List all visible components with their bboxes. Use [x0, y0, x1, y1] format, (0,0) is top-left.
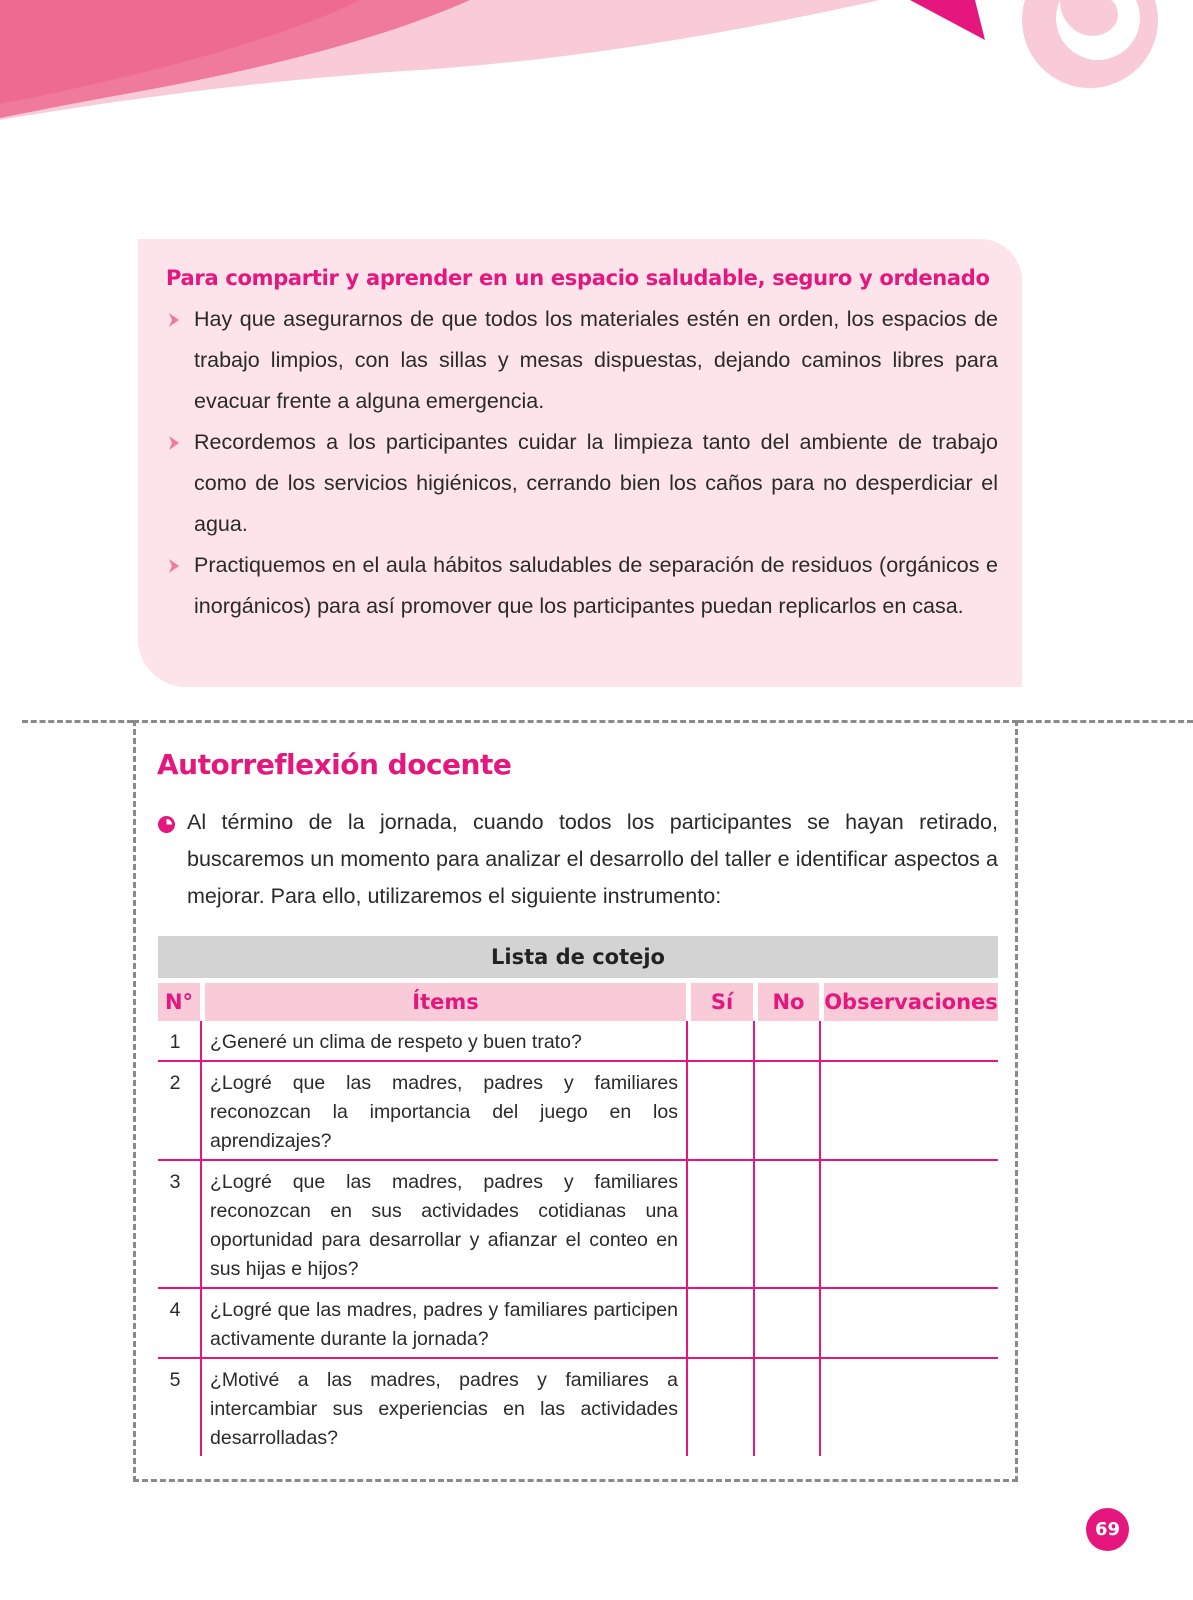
tips-box	[138, 239, 1022, 687]
header-no: No	[753, 983, 819, 1021]
no-cell[interactable]	[753, 1359, 819, 1456]
row-number: 5	[169, 1369, 181, 1391]
row-item: ¿Motivé a las madres, padres y familiares a intercambiar sus experiencias en las actividades desarrolladas?	[200, 1359, 686, 1456]
header-yes: Sí	[686, 983, 753, 1021]
dashed-divider-right	[1018, 720, 1193, 723]
section-title: Autorreflexión docente	[157, 748, 512, 781]
checklist-table	[158, 936, 998, 1456]
row-item: ¿Generé un clima de respeto y buen trato?	[200, 1021, 686, 1062]
chevron-right-icon	[168, 312, 180, 328]
observations-cell[interactable]	[819, 1021, 998, 1062]
tips-title: Para compartir y aprender en un espacio saludable, seguro y ordenado	[166, 266, 990, 290]
circle-bullet-icon	[158, 816, 175, 833]
tip-text: Recordemos a los participantes cuidar la limpieza tanto del ambiente de trabajo como de los servicios higiénicos, cerrando bien los caños para no desperdiciar el agua.	[194, 430, 998, 536]
table-row	[158, 1289, 998, 1359]
page-number: 69	[1086, 1508, 1129, 1551]
chevron-right-icon	[168, 558, 180, 574]
row-item: ¿Logré que las madres, padres y familiares participen activamente durante la jornada?	[200, 1289, 686, 1359]
checklist-caption: Lista de cotejo	[158, 936, 998, 983]
table-row	[158, 1021, 998, 1062]
no-cell[interactable]	[753, 1161, 819, 1289]
table-row	[158, 1161, 998, 1289]
observations-cell[interactable]	[819, 1289, 998, 1359]
no-cell[interactable]	[753, 1021, 819, 1062]
row-number: 2	[158, 1062, 200, 1161]
tip-item	[166, 422, 998, 545]
row-item: ¿Logré que las madres, padres y familiares reconozcan la importancia del juego en los aprendizajes?	[200, 1062, 686, 1161]
row-item: ¿Logré que las madres, padres y familiares reconozcan en sus actividades cotidianas una oportunidad para desarrollar y afianzar el conteo en sus hijas e hijos?	[200, 1161, 686, 1289]
table-row	[158, 1062, 998, 1161]
header-wave-decoration	[0, 0, 1193, 150]
header-number: N°	[158, 983, 200, 1021]
row-number: 4	[158, 1289, 200, 1359]
tips-list	[166, 299, 998, 627]
dashed-divider-left	[22, 720, 133, 723]
observations-cell[interactable]	[819, 1161, 998, 1289]
tip-text: Hay que asegurarnos de que todos los materiales estén en orden, los espacios de trabajo limpios, con las sillas y mesas dispuestas, dejando caminos libres para evacuar frente a alguna emergencia.	[194, 307, 998, 413]
row-number: 1	[158, 1021, 200, 1062]
observations-cell[interactable]	[819, 1062, 998, 1161]
no-cell[interactable]	[753, 1062, 819, 1161]
intro-paragraph	[158, 804, 998, 915]
header-items: Ítems	[200, 983, 686, 1021]
no-cell[interactable]	[753, 1289, 819, 1359]
yes-cell[interactable]	[686, 1062, 753, 1161]
yes-cell[interactable]	[686, 1359, 753, 1456]
chevron-right-icon	[168, 435, 180, 451]
table-row	[158, 1359, 998, 1456]
yes-cell[interactable]	[686, 1021, 753, 1062]
tip-text: Practiquemos en el aula hábitos saludables de separación de residuos (orgánicos e inorgánicos) para así promover que los participantes puedan replicarlos en casa.	[194, 553, 998, 618]
observations-cell[interactable]	[819, 1359, 998, 1456]
yes-cell[interactable]	[686, 1289, 753, 1359]
yes-cell[interactable]	[686, 1161, 753, 1289]
tip-item	[166, 545, 998, 627]
tip-item	[166, 299, 998, 422]
row-number: 3	[158, 1161, 200, 1289]
intro-text: Al término de la jornada, cuando todos los participantes se hayan retirado, buscaremos un momento para analizar el desarrollo del taller e identificar aspectos a mejorar. Para ello, utilizaremos el siguiente instrumento:	[187, 810, 998, 908]
header-observations: Observaciones	[819, 983, 998, 1021]
